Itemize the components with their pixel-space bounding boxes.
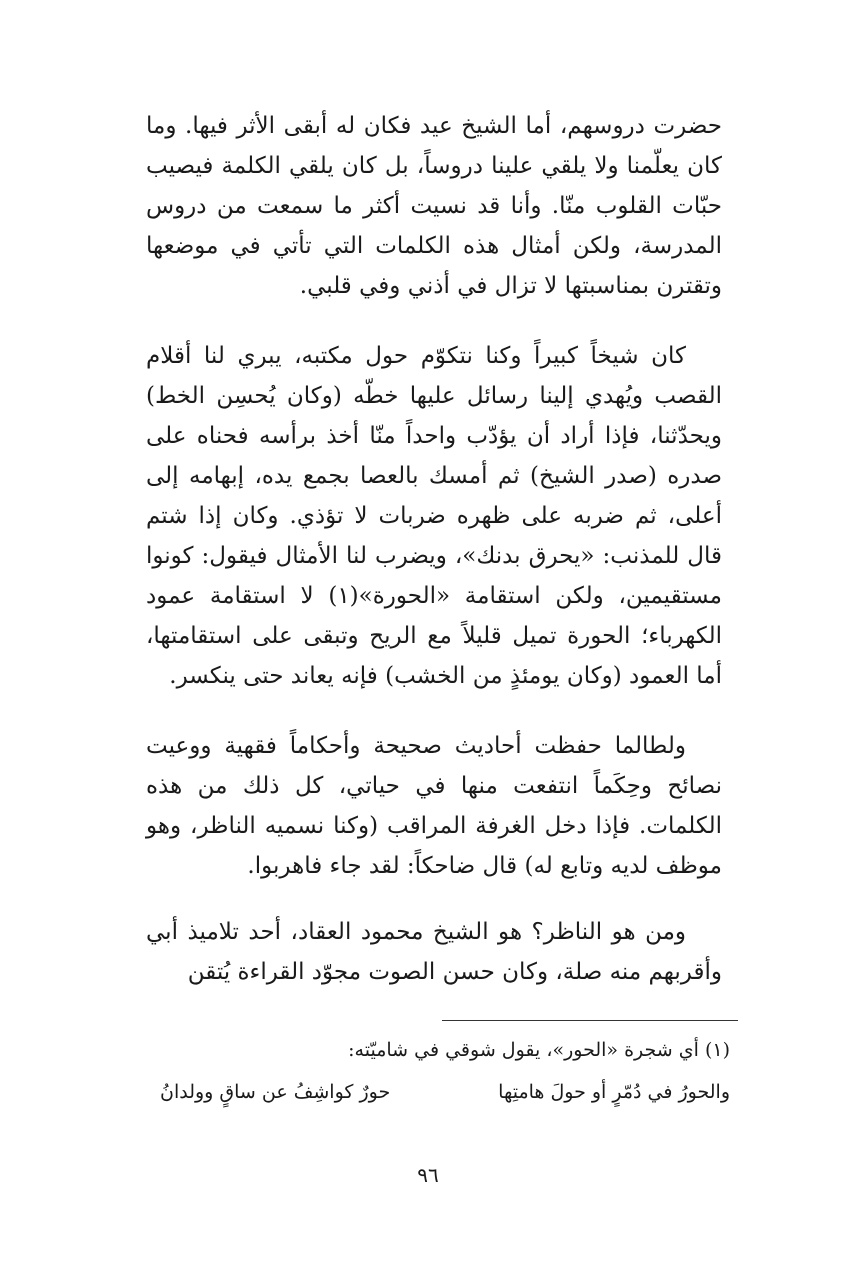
verse-first-half: والحورُ في دُمّرٍ أو حولَ هامتِها	[498, 1081, 730, 1103]
verse-second-half: حورٌ كواشِفُ عن ساقٍ وولدانُ	[160, 1081, 391, 1103]
paragraph-3: ولطالما حفظت أحاديث صحيحة وأحكاماً فقهية ووعيت نصائح وحِكَماً انتفعت منها في حياتي، كل ذلك من هذه الكلمات. فإذا دخل الغرفة المراقب (وكنا نسميه الناظر، وهو موظف لديه وتابع له) قال ضاحكاً: لقد جاء فاهربوا.	[146, 733, 722, 879]
page-number: ٩٦	[417, 1163, 439, 1187]
paragraph-2: كان شيخاً كبيراً وكنا نتكوّم حول مكتبه، يبري لنا أقلام القصب ويُهدي إلينا رسائل عليها خطّه (وكان يُحسِن الخط) ويحدّثنا، فإذا أراد أن يؤدّب واحداً منّا أخذ برأسه فحناه على صدره (صدر الشيخ) ثم أمسك بالعصا بجمع يده، إبهامه إلى أعلى، ثم ضربه على ظهره ضربات لا تؤذي. وكان إذا شتم قال للمذنب: «يحرق بدنك»، ويضرب لنا الأمثال فيقول: كونوا مستقيمين، ولكن استقامة «الحورة»(١) لا استقامة عمود الكهرباء؛ الحورة تميل قليلاً مع الريح وتبقى على استقامتها، أما العمود (وكان يومئذٍ من الخشب) فإنه يعاند حتى ينكسر.	[146, 343, 722, 689]
footnote-text: (١) أي شجرة «الحور»، يقول شوقي في شاميّته:	[348, 1039, 730, 1061]
footnote-verse	[160, 1074, 730, 1110]
paragraph-1: حضرت دروسهم، أما الشيخ عيد فكان له أبقى الأثر فيها. وما كان يعلّمنا ولا يلقي علينا دروساً، بل كان يلقي الكلمة فيصيب حبّات القلوب منّا. وأنا قد نسيت أكثر ما سمعت من دروس المدرسة، ولكن أمثال هذه الكلمات التي تأتي في موضعها وتقترن بمناسبتها لا تزال في أذني وفي قلبي.	[146, 113, 722, 299]
paragraph-4: ومن هو الناظر؟ هو الشيخ محمود العقاد، أحد تلاميذ أبي وأقربهم منه صلة، وكان حسن الصوت مجوّد القراءة يُتقن	[146, 919, 722, 985]
footnote-separator	[442, 1020, 738, 1021]
